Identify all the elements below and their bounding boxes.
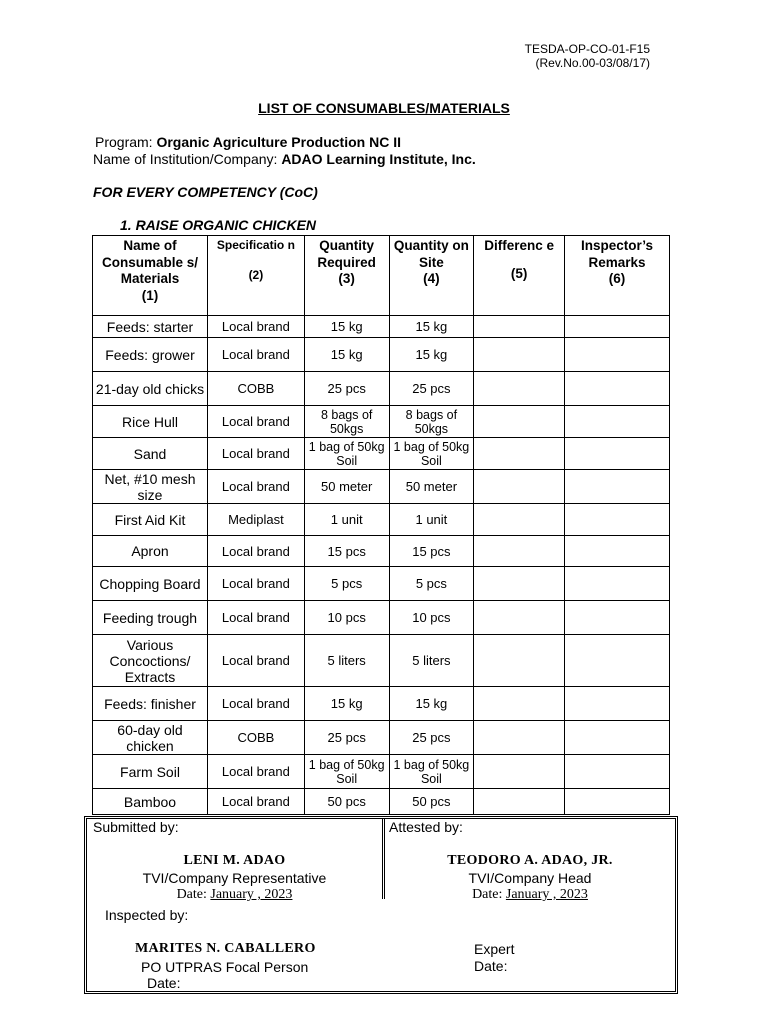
cell-specification: Local brand bbox=[207, 601, 304, 635]
page-title bbox=[0, 100, 768, 116]
cell-quantity-required: 15 kg bbox=[304, 687, 389, 721]
cell-inspector-remarks bbox=[565, 470, 670, 504]
cell-quantity-on-site: 1 bag of 50kg Soil bbox=[389, 438, 474, 470]
cell-quantity-on-site: 5 liters bbox=[389, 635, 474, 687]
cell-quantity-required: 1 bag of 50kg Soil bbox=[304, 438, 389, 470]
table-row bbox=[93, 721, 670, 755]
cell-difference bbox=[474, 372, 565, 406]
cell-name: Chopping Board bbox=[93, 567, 208, 601]
table-row bbox=[93, 470, 670, 504]
cell-quantity-required: 5 pcs bbox=[304, 567, 389, 601]
cell-name: Sand bbox=[93, 438, 208, 470]
cell-specification: Local brand bbox=[207, 789, 304, 815]
form-revision: (Rev.No.00-03/08/17) bbox=[535, 56, 650, 70]
institution-label: Name of Institution/Company: bbox=[93, 151, 278, 167]
form-code-number: TESDA-OP-CO-01-F15 bbox=[524, 42, 650, 56]
table-row bbox=[93, 438, 670, 470]
cell-inspector-remarks bbox=[565, 316, 670, 338]
cell-difference bbox=[474, 567, 565, 601]
cell-quantity-required: 8 bags of 50kgs bbox=[304, 406, 389, 438]
cell-quantity-on-site: 15 kg bbox=[389, 316, 474, 338]
cell-name: Apron bbox=[93, 536, 208, 567]
table-row bbox=[93, 536, 670, 567]
inspected-by-name: MARITES N. CABALLERO bbox=[135, 941, 316, 956]
cell-quantity-on-site: 15 pcs bbox=[389, 536, 474, 567]
cell-specification: Local brand bbox=[207, 635, 304, 687]
table-row bbox=[93, 635, 670, 687]
cell-inspector-remarks bbox=[565, 406, 670, 438]
cell-quantity-required: 50 meter bbox=[304, 470, 389, 504]
header-inspector-remarks: Inspector’s Remarks (6) bbox=[565, 236, 670, 316]
table-row bbox=[93, 372, 670, 406]
cell-name: Feeds: finisher bbox=[93, 687, 208, 721]
competency-heading: 1. RAISE ORGANIC CHICKEN bbox=[120, 217, 317, 233]
cell-quantity-required: 5 liters bbox=[304, 635, 389, 687]
cell-specification: Local brand bbox=[207, 470, 304, 504]
attested-by-role: TVI/Company Head bbox=[468, 870, 592, 886]
cell-name: First Aid Kit bbox=[93, 504, 208, 536]
cell-difference bbox=[474, 601, 565, 635]
cell-quantity-required: 15 kg bbox=[304, 316, 389, 338]
submitted-date: Date: January , 2023 bbox=[176, 887, 293, 902]
program-line bbox=[95, 134, 401, 150]
header-specification: Specificatio n (2) bbox=[207, 236, 304, 316]
program-label: Program: bbox=[95, 134, 153, 150]
cell-inspector-remarks bbox=[565, 755, 670, 789]
form-code bbox=[525, 42, 650, 70]
header-name: Name of Consumable s/ Materials (1) bbox=[93, 236, 208, 316]
cell-difference bbox=[474, 438, 565, 470]
page-title-text: LIST OF CONSUMABLES/MATERIALS bbox=[258, 100, 510, 116]
cell-quantity-required: 1 unit bbox=[304, 504, 389, 536]
cell-name: Feeds: grower bbox=[93, 338, 208, 372]
cell-specification: COBB bbox=[207, 721, 304, 755]
cell-difference bbox=[474, 536, 565, 567]
cell-quantity-required: 50 pcs bbox=[304, 789, 389, 815]
cell-quantity-required: 25 pcs bbox=[304, 372, 389, 406]
expert-date-label: Date: bbox=[474, 958, 508, 974]
cell-difference bbox=[474, 755, 565, 789]
attested-by-label: Attested by: bbox=[389, 819, 463, 835]
header-difference: Differenc e (5) bbox=[474, 236, 565, 316]
cell-name: Rice Hull bbox=[93, 406, 208, 438]
cell-inspector-remarks bbox=[565, 635, 670, 687]
table-row bbox=[93, 406, 670, 438]
cell-quantity-required: 1 bag of 50kg Soil bbox=[304, 755, 389, 789]
cell-quantity-on-site: 1 unit bbox=[389, 504, 474, 536]
cell-quantity-required: 15 pcs bbox=[304, 536, 389, 567]
cell-name: Net, #10 mesh size bbox=[93, 470, 208, 504]
cell-quantity-required: 25 pcs bbox=[304, 721, 389, 755]
table-row bbox=[93, 338, 670, 372]
cell-quantity-on-site: 25 pcs bbox=[389, 372, 474, 406]
cell-difference bbox=[474, 316, 565, 338]
cell-specification: Local brand bbox=[207, 755, 304, 789]
cell-quantity-on-site: 1 bag of 50kg Soil bbox=[389, 755, 474, 789]
cell-name: Feeds: starter bbox=[93, 316, 208, 338]
cell-inspector-remarks bbox=[565, 721, 670, 755]
inspected-date-label: Date: bbox=[147, 975, 181, 991]
cell-difference bbox=[474, 789, 565, 815]
submitted-by-label: Submitted by: bbox=[93, 819, 179, 835]
table-row bbox=[93, 504, 670, 536]
cell-difference bbox=[474, 721, 565, 755]
cell-quantity-on-site: 50 meter bbox=[389, 470, 474, 504]
coc-heading: FOR EVERY COMPETENCY (CoC) bbox=[93, 184, 318, 200]
cell-inspector-remarks bbox=[565, 687, 670, 721]
cell-specification: Local brand bbox=[207, 687, 304, 721]
cell-quantity-on-site: 5 pcs bbox=[389, 567, 474, 601]
cell-specification: Local brand bbox=[207, 316, 304, 338]
institution-value: ADAO Learning Institute, Inc. bbox=[281, 151, 476, 167]
cell-quantity-required: 15 kg bbox=[304, 338, 389, 372]
cell-inspector-remarks bbox=[565, 789, 670, 815]
cell-quantity-on-site: 15 kg bbox=[389, 338, 474, 372]
cell-specification: Local brand bbox=[207, 536, 304, 567]
cell-inspector-remarks bbox=[565, 438, 670, 470]
cell-difference bbox=[474, 470, 565, 504]
table-row bbox=[93, 567, 670, 601]
cell-name: 60-day old chicken bbox=[93, 721, 208, 755]
cell-quantity-on-site: 25 pcs bbox=[389, 721, 474, 755]
cell-difference bbox=[474, 338, 565, 372]
cell-quantity-on-site: 8 bags of 50kgs bbox=[389, 406, 474, 438]
inspected-by-label: Inspected by: bbox=[105, 907, 189, 923]
expert-label: Expert bbox=[474, 941, 515, 957]
header-quantity-required: Quantity Required (3) bbox=[304, 236, 389, 316]
materials-table bbox=[92, 235, 670, 815]
table-row bbox=[93, 601, 670, 635]
cell-name: Feeding trough bbox=[93, 601, 208, 635]
cell-inspector-remarks bbox=[565, 536, 670, 567]
cell-quantity-on-site: 15 kg bbox=[389, 687, 474, 721]
cell-difference bbox=[474, 687, 565, 721]
cell-specification: Mediplast bbox=[207, 504, 304, 536]
header-quantity-on-site: Quantity on Site (4) bbox=[389, 236, 474, 316]
cell-specification: Local brand bbox=[207, 406, 304, 438]
table-row bbox=[93, 789, 670, 815]
cell-name: Farm Soil bbox=[93, 755, 208, 789]
table-header-row bbox=[93, 236, 670, 316]
submitted-by-name: LENI M. ADAO bbox=[183, 853, 286, 868]
cell-quantity-on-site: 10 pcs bbox=[389, 601, 474, 635]
cell-inspector-remarks bbox=[565, 601, 670, 635]
table-row bbox=[93, 755, 670, 789]
cell-difference bbox=[474, 406, 565, 438]
cell-specification: COBB bbox=[207, 372, 304, 406]
attested-by-name: TEODORO A. ADAO, JR. bbox=[447, 853, 613, 868]
table-row bbox=[93, 316, 670, 338]
cell-name: Bamboo bbox=[93, 789, 208, 815]
cell-name: Various Concoctions/ Extracts bbox=[93, 635, 208, 687]
cell-quantity-required: 10 pcs bbox=[304, 601, 389, 635]
cell-difference bbox=[474, 504, 565, 536]
table-row bbox=[93, 687, 670, 721]
cell-difference bbox=[474, 635, 565, 687]
program-value: Organic Agriculture Production NC II bbox=[156, 134, 401, 150]
cell-specification: Local brand bbox=[207, 338, 304, 372]
cell-inspector-remarks bbox=[565, 504, 670, 536]
cell-inspector-remarks bbox=[565, 372, 670, 406]
cell-inspector-remarks bbox=[565, 338, 670, 372]
cell-quantity-on-site: 50 pcs bbox=[389, 789, 474, 815]
submitted-by-role: TVI/Company Representative bbox=[142, 870, 327, 886]
cell-specification: Local brand bbox=[207, 438, 304, 470]
attested-date: Date: January , 2023 bbox=[472, 887, 588, 902]
cell-inspector-remarks bbox=[565, 567, 670, 601]
materials-table-body bbox=[93, 316, 670, 815]
institution-line bbox=[93, 151, 476, 167]
cell-specification: Local brand bbox=[207, 567, 304, 601]
signature-block bbox=[84, 816, 678, 994]
cell-name: 21-day old chicks bbox=[93, 372, 208, 406]
inspected-by-role: PO UTPRAS Focal Person bbox=[141, 959, 309, 975]
